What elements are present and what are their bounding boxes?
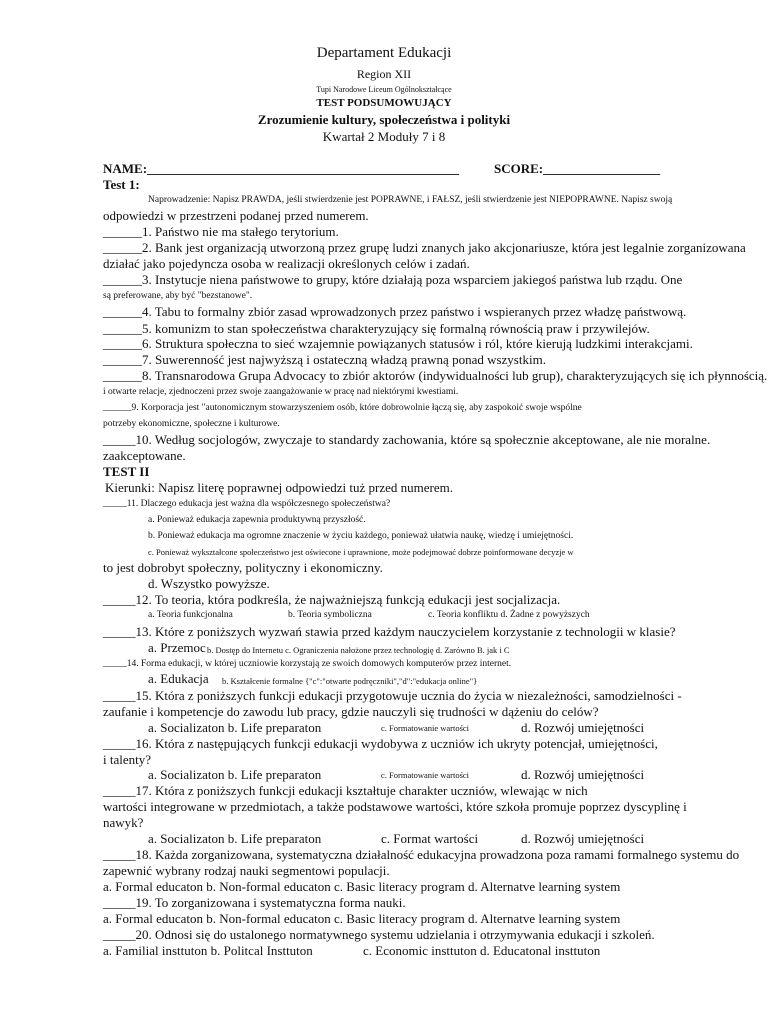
question-15-option-d: d. Rozwój umiejętności — [521, 720, 645, 735]
question-3: ______3. Instytucje niena państwowe to grupy, które działają poza wsparciem jakiegoś państwa lub rządu. One — [103, 272, 683, 287]
question-15-cont: zaufanie i kompetencje do zawodu lub pracy, gdzie nauczyli się trudności w dążeniu do celów? — [103, 704, 599, 719]
region-heading: Region XII — [356, 67, 412, 81]
question-2: ______2. Bank jest organizacją utworzoną przez grupę ludzi znanych jako akcjonariusze, która jest legalnie zorganizowana — [103, 240, 746, 255]
question-17-options-ab: a. Socializaton b. Life preparaton — [148, 831, 322, 846]
question-8: ______8. Transnarodowa Grupa Advocacy to zbiór aktorów (indywidualności lub grup), charakteryzujących się ich płynnością. — [103, 368, 768, 383]
school-name: Tupi Narodowe Liceum Ogólnokształcące — [316, 85, 452, 94]
question-11: _____11. Dlaczego edukacja jest ważna dla współczesnego społeczeństwa? — [103, 499, 391, 509]
question-13: _____13. Które z poniższych wyzwań stawia przed każdym nauczycielem korzystanie z technologii w klasie? — [103, 624, 676, 639]
question-4: ______4. Tabu to formalny zbiór zasad wprowadzonych przez państwo i wspieranych przez władzę państwową. — [103, 304, 687, 319]
question-12-option-cd: c. Teoria konfliktu d. Żadne z powyższych — [428, 610, 590, 620]
question-11-option-c: c. Ponieważ wykształcone społeczeństwo jest oświecone i uprawnione, może podejmować dobrze poinformowane decyzje w — [148, 547, 574, 557]
question-5: ______5. komunizm to stan społeczeństwa charakteryzujący się formalną równością praw i przywilejów. — [103, 321, 650, 336]
test1-instruction: Naprowadzenie: Napisz PRAWDA, jeśli stwierdzenie jest POPRAWNE, i FAŁSZ, jeśli stwierdzenie jest NIEPOPRAWNE. Napisz swoją — [148, 195, 673, 205]
department-heading: Departament Edukacji — [316, 45, 452, 61]
question-8-cont: i otwarte relacje, zjednoczeni przez swoje zaangażowanie w pracę nad niektórymi kwestiami. — [103, 387, 459, 397]
question-16-options-ab: a. Socializaton b. Life preparaton — [148, 767, 322, 782]
question-2-cont: działać jako pojedyncza osoba w realizacji określonych celów i zadań. — [103, 256, 470, 271]
question-17-option-d: d. Rozwój umiejętności — [521, 831, 645, 846]
question-18: _____18. Każda zorganizowana, systematyczna działalność edukacyjna prowadzona poza ramami formalnego systemu do — [103, 847, 740, 862]
question-18-options: a. Formal educaton b. Non-formal educaton c. Basic literacy program d. Alternatve learning system — [103, 879, 621, 894]
question-9-cont: potrzeby ekonomiczne, społeczne i kulturowe. — [103, 419, 280, 429]
question-20-options-ab: a. Familial insttuton b. Politcal Insttuton — [103, 943, 313, 958]
question-14: _____14. Forma edukacji, w której uczniowie korzystają ze swoich domowych komputerów przez internet. — [103, 659, 512, 669]
question-15: _____15. Która z poniższych funkcji edukacji przygotowuje ucznia do życia w niezależności, samodzielności - — [103, 688, 682, 703]
score-field[interactable]: SCORE:__________________ — [494, 161, 661, 176]
question-10: _____10. Według socjologów, zwyczaje to standardy zachowania, które są społecznie akceptowane, ale nie moralne. — [103, 432, 711, 447]
question-14-option-a: a. Edukacja — [148, 671, 209, 686]
question-9: ______9. Korporacja jest "autonomicznym stowarzyszeniem osób, które dobrowolnie łączą się, aby zaspokoić swoje wspólne — [103, 403, 582, 413]
question-20-options-cd: c. Economic insttuton d. Educatonal insttuton — [363, 943, 601, 958]
test1-title: Test 1: — [103, 177, 140, 192]
question-3-cont: są preferowane, aby być "bezstanowe". — [103, 291, 253, 301]
question-16-cont: i talenty? — [103, 752, 152, 767]
question-14-options-rest: b. Kształcenie formalne {"c":"otwarte podręczniki","d":"edukacja online"} — [222, 676, 478, 686]
question-11-option-b: b. Ponieważ edukacja ma ogromne znaczenie w życiu każdego, ponieważ ułatwia naukę, wiedzę i umiejętności. — [148, 531, 574, 541]
question-11-option-c-cont: to jest dobrobyt społeczny, polityczny i ekonomiczny. — [103, 560, 383, 575]
question-7: ______7. Suwerenność jest najwyższą i ostateczną władzą prawną ponad wszystkim. — [103, 352, 546, 367]
test1-instruction-cont: odpowiedzi w przestrzeni podanej przed numerem. — [103, 208, 369, 223]
question-13-options-rest: b. Dostęp do Internetu c. Ograniczenia nałożone przez technologię d. Zarówno B. jak i C — [207, 645, 510, 655]
question-20: _____20. Odnosi się do ustalonego normatywnego systemu udzielania i otrzymywania edukacji i szkoleń. — [103, 927, 655, 942]
question-15-options-ab: a. Socializaton b. Life preparaton — [148, 720, 322, 735]
question-12: _____12. To teoria, która podkreśla, że najważniejszą funkcją edukacji jest socjalizacja. — [103, 592, 561, 607]
question-17-cont: wartości integrowane w przedmiotach, a także podstawowe wartości, które szkoła promuje poprzez dyscyplinę i — [103, 799, 687, 814]
question-18-cont: zapewnić wybrany rodzaj nauki segmentowi populacji. — [103, 863, 390, 878]
question-17-cont-2: nawyk? — [103, 815, 144, 830]
name-field[interactable]: NAME:________________________________________________ — [103, 161, 460, 176]
test2-instruction: Kierunki: Napisz literę poprawnej odpowiedzi tuż przed numerem. — [105, 480, 453, 495]
question-11-option-a: a. Ponieważ edukacja zapewnia produktywną przyszłość. — [148, 515, 366, 525]
question-16-option-c: c. Formatowanie wartości — [381, 770, 470, 780]
test-title: TEST PODSUMOWUJĄCY — [316, 97, 452, 109]
question-12-option-b: b. Teoria symboliczna — [288, 610, 372, 620]
question-6: ______6. Struktura społeczna to sieć wzajemnie powiązanych statusów i ról, które kierują ludzkimi interakcjami. — [103, 336, 693, 351]
question-19: _____19. To zorganizowana i systematyczna forma nauki. — [103, 895, 406, 910]
question-17: _____17. Która z poniższych funkcji edukacji kształtuje charakter uczniów, wlewając w nich — [103, 783, 588, 798]
question-16: _____16. Która z następujących funkcji edukacji wydobywa z uczniów ich ukryty potencjał, umiejętności, — [103, 736, 658, 751]
test2-title: TEST II — [103, 464, 150, 479]
subject-title: Zrozumienie kultury, społeczeństwa i polityki — [257, 112, 511, 127]
question-19-options: a. Formal educaton b. Non-formal educaton c. Basic literacy program d. Alternatve learning system — [103, 911, 621, 926]
quarter-modules: Kwartał 2 Moduły 7 i 8 — [322, 129, 446, 144]
question-15-option-c: c. Formatowanie wartości — [381, 723, 470, 733]
question-17-option-c: c. Format wartości — [381, 831, 479, 846]
question-16-option-d: d. Rozwój umiejętności — [521, 767, 645, 782]
question-11-option-d: d. Wszystko powyższe. — [148, 576, 270, 591]
question-13-option-a: a. Przemoc — [148, 640, 206, 655]
question-10-cont: zaakceptowane. — [103, 448, 186, 463]
question-12-option-a: a. Teoria funkcjonalna — [148, 610, 233, 620]
question-1: ______1. Państwo nie ma stałego terytorium. — [103, 224, 339, 239]
